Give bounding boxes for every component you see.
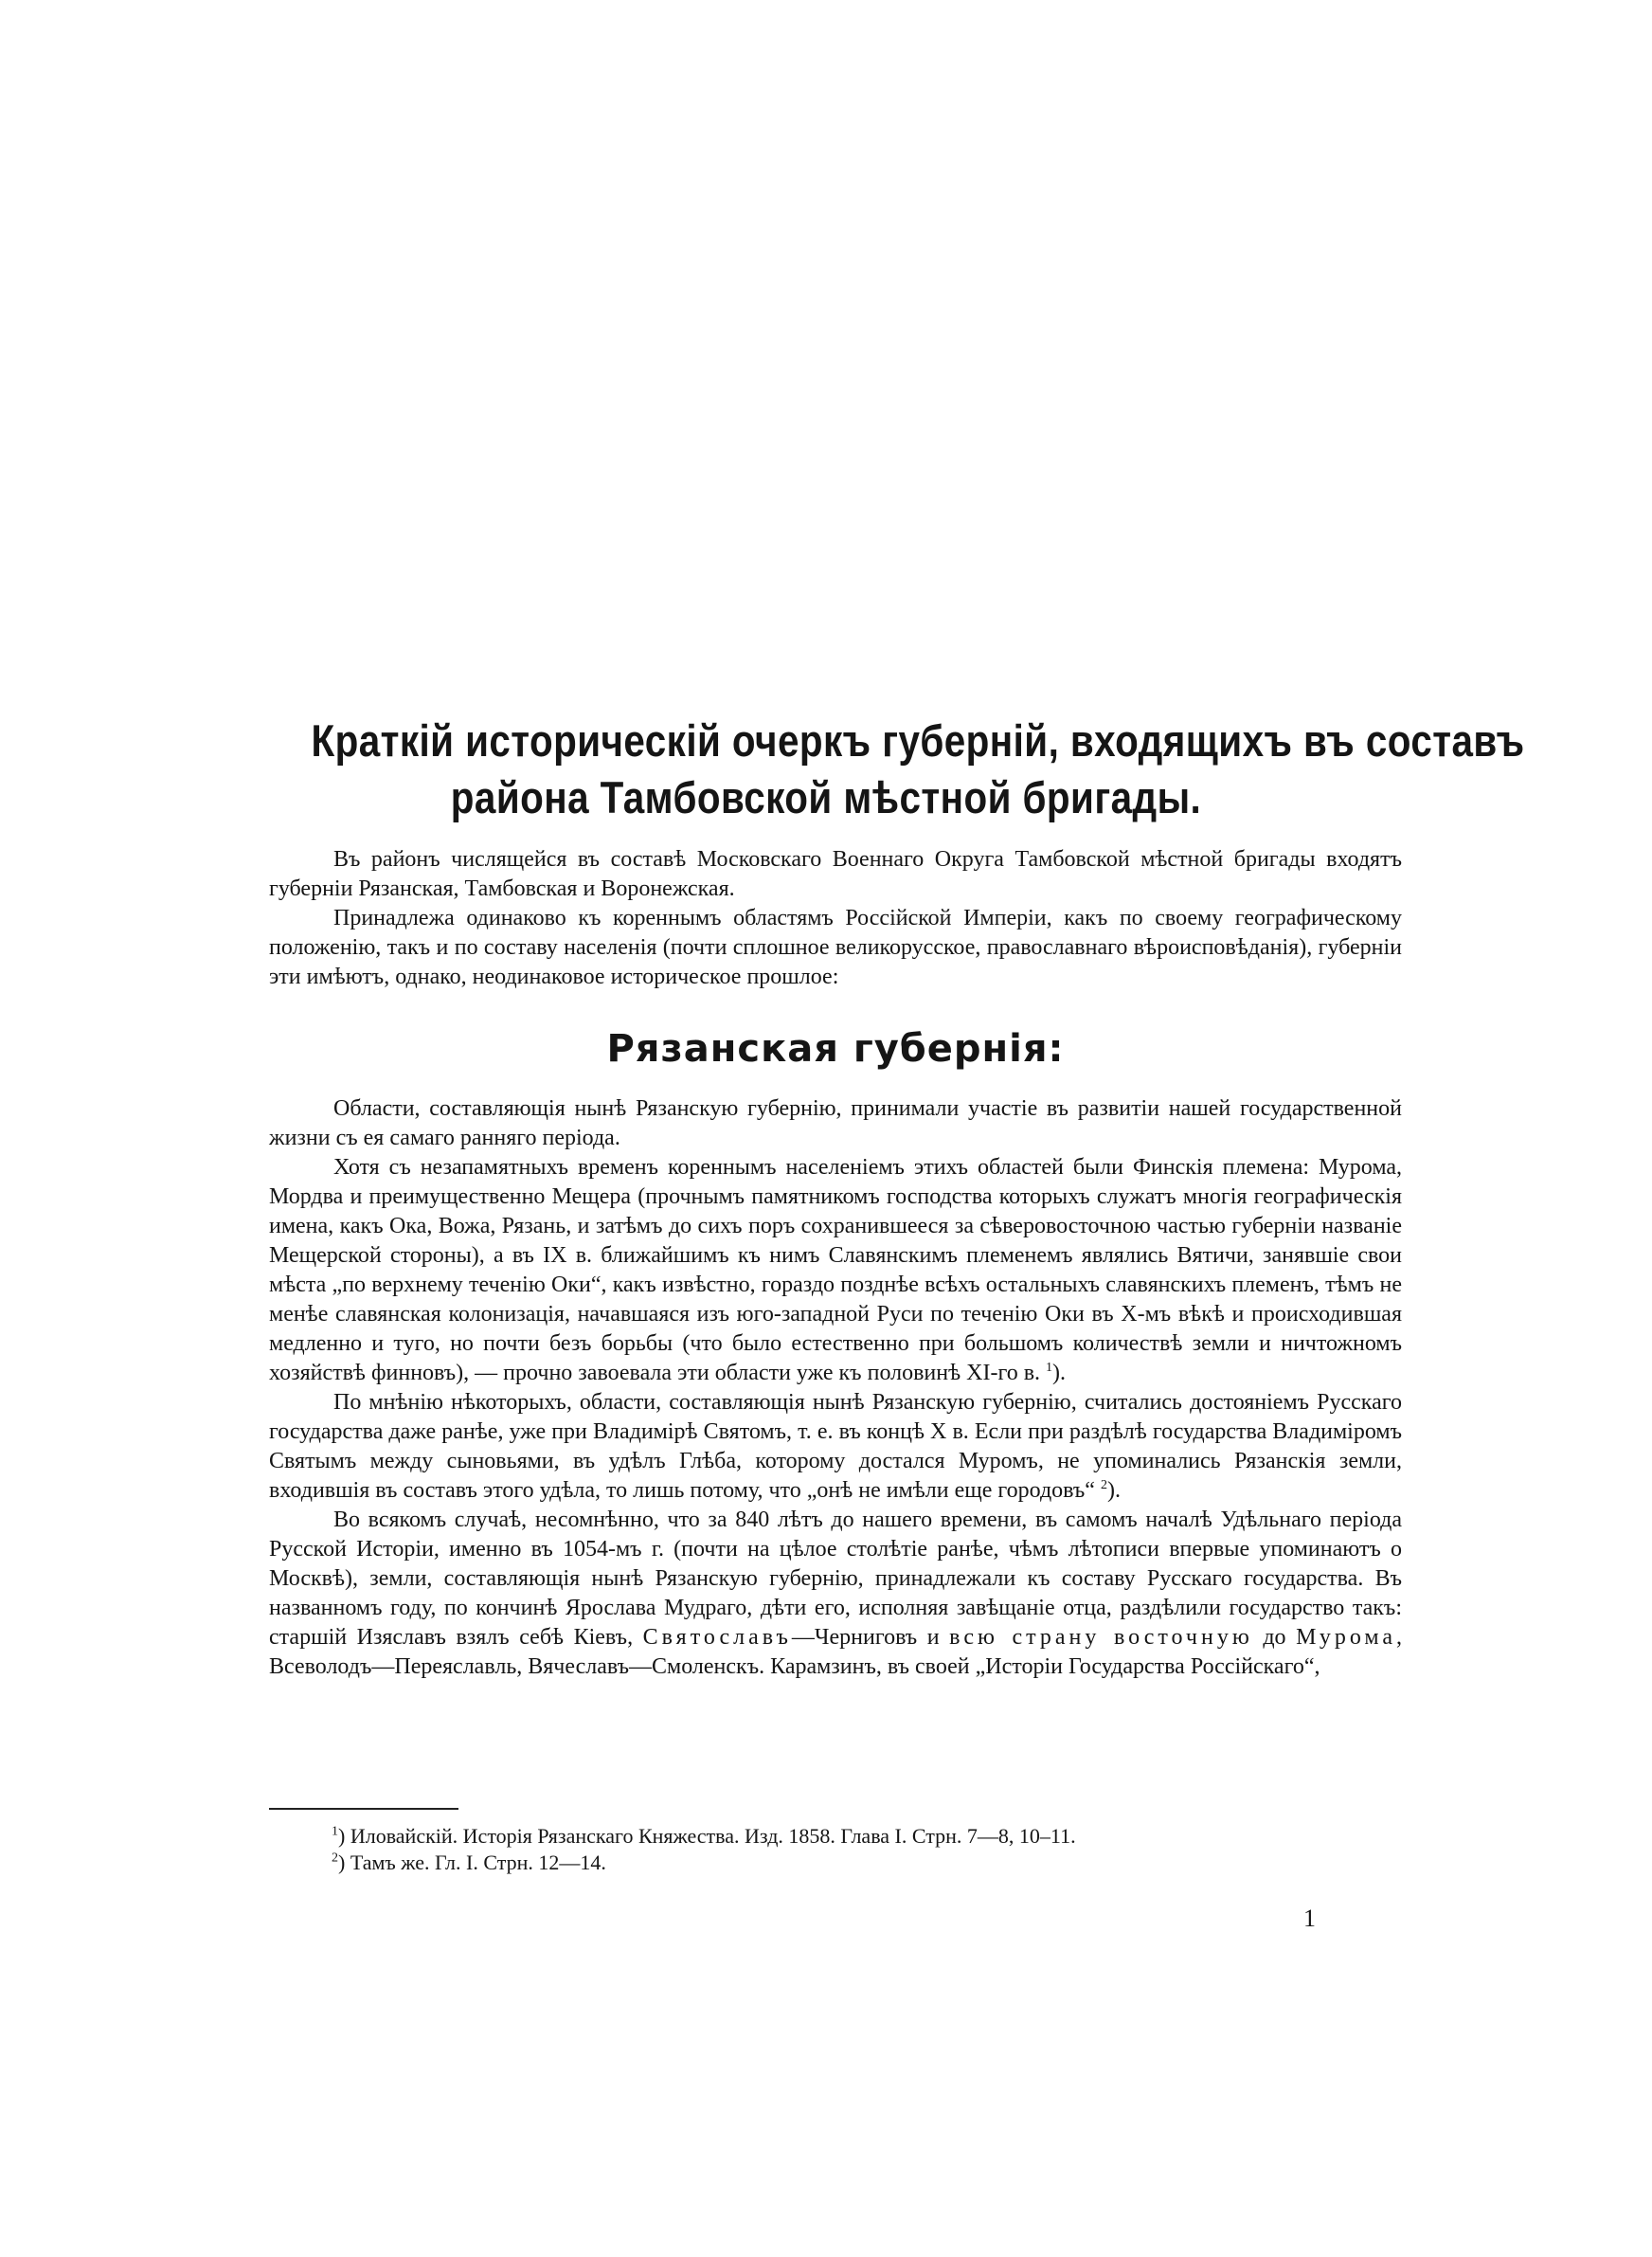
body-paragraph-2-text: Хотя съ незапамятныхъ временъ кореннымъ населеніемъ этихъ областей были Финскія племена: Мурома, Мордва и преимущественно Мещера (прочнымъ памятникомъ господства которыхъ служатъ многія географическія имена, какъ Ока, Вожа, Рязань, и затѣмъ до сихъ поръ сохранившееся за сѣверовосточною частью губерніи названіе Мещерской стороны), а въ IX в. ближайшимъ къ нимъ Славянскимъ племенемъ являлись Вятичи, занявшіе свои мѣста „по верхнему теченію Оки“, какъ извѣстно, гораздо позднѣе всѣхъ остальныхъ славянскихъ племенъ, тѣмъ не менѣе славянская колонизація, начавшаяся изъ юго-западной Руси по теченію Оки въ X-мъ вѣкѣ и происходившая медленно и туго, но почти безъ борьбы (что было естественно при большомъ количествѣ земли и ничтожномъ хозяйствѣ финновъ), — прочно завоевала эти области уже къ половинѣ XI-го в. [269, 1155, 1402, 1385]
footnote-ref-2-suffix: ). [1106, 1478, 1121, 1503]
body-paragraph-4-part3: до [1263, 1625, 1286, 1650]
body-paragraph-2 [269, 1153, 1402, 1388]
footnote-2-marker: 2 [332, 1851, 338, 1866]
body-paragraph-4 [269, 1506, 1402, 1682]
spaced-svyatoslav: Святославъ [642, 1625, 792, 1650]
page-number: 1 [1303, 1905, 1316, 1932]
body-paragraph-1: Области, составляющія нынѣ Рязанскую губернію, принимали участіе въ развитіи нашей государственной жизни съ ея самаго ранняго періода. [269, 1096, 1402, 1150]
footnote-ref-2: 2 [1100, 1478, 1107, 1492]
spaced-muroma: Мурома [1296, 1625, 1397, 1650]
body-paragraph-4-text: Во всякомъ случаѣ, несомнѣнно, что за 840 лѣтъ до нашего времени, въ самомъ началѣ Удѣльнаго періода Русской Исторіи, именно въ 1054-мъ г. (почти на цѣлое столѣтіе ранѣе, чѣмъ лѣтописи впервые упоминаютъ о Москвѣ), земли, составляющія нынѣ Рязанскую губернію, принадлежали къ составу Русскаго государства. Въ названномъ году, по кончинѣ Ярослава Мудраго, дѣти его, исполняя завѣщаніе отца, раздѣлили государство такъ: старшій Изяславъ взялъ себѣ Кіевъ, [269, 1508, 1402, 1650]
spaced-vsyu-stranu: всю страну восточную [949, 1625, 1253, 1650]
body-paragraph-4-part2: —Черниговъ и [791, 1625, 940, 1650]
footnote-2-text: ) Тамъ же. Гл. I. Стрн. 12—14. [338, 1851, 606, 1874]
footnote-1 [332, 1823, 1402, 1850]
body-paragraph-3 [269, 1388, 1402, 1506]
title-line-1: Краткій историческій очеркъ губерній, входящихъ въ составъ [311, 715, 1525, 766]
footnote-1-marker: 1 [332, 1824, 338, 1839]
footnote-ref-1: 1 [1046, 1361, 1053, 1375]
footnote-divider [269, 1808, 458, 1810]
footnote-2 [332, 1850, 1402, 1876]
body-paragraph-4-part4: , Всеволодъ—Переяславль, Вячеславъ—Смоленскъ. Карамзинъ, въ своей „Исторіи Государства Россійскаго“, [269, 1625, 1403, 1679]
body-paragraph-3-text: По мнѣнію нѣкоторыхъ, области, составляющія нынѣ Рязанскую губернію, считались достояніемъ Русскаго государства даже ранѣе, уже при Владимірѣ Святомъ, т. е. въ концѣ X в. Если при раздѣлѣ государства Владиміромъ Святымъ между сыновьями, въ удѣлъ Глѣба, которому достался Муромъ, не упоминались Рязанскія земли, входившія въ составъ этого удѣла, то лишь потому, что „онѣ не имѣли еще городовъ“ [269, 1390, 1402, 1503]
footnote-ref-1-suffix: ). [1052, 1361, 1067, 1385]
footnote-1-text: ) Иловайскій. Исторія Рязанскаго Княжества. Изд. 1858. Глава I. Стрн. 7—8, 10–11. [338, 1824, 1076, 1848]
body-text [269, 1094, 1402, 1682]
intro-paragraph-2: Принадлежа одинаково къ кореннымъ областямъ Россійской Имперіи, какъ по своему географическому положенію, такъ и по составу населенія (почти сплошное великорусское, православнаго вѣроисповѣданія), губерніи эти имѣютъ, однако, неодинаковое историческое прошлое: [269, 906, 1402, 989]
section-heading: Рязанская губернія: [606, 1027, 1065, 1071]
intro-text [269, 845, 1402, 992]
footnotes [332, 1823, 1402, 1876]
title-line-2: района Тамбовской мѣстной бригады. [450, 772, 1202, 822]
intro-paragraph-1: Въ районъ числящейся въ составѣ Московскаго Военнаго Округа Тамбовской мѣстной бригады входятъ губерніи Рязанская, Тамбовская и Воронежская. [269, 847, 1402, 901]
document-title [311, 713, 1525, 826]
